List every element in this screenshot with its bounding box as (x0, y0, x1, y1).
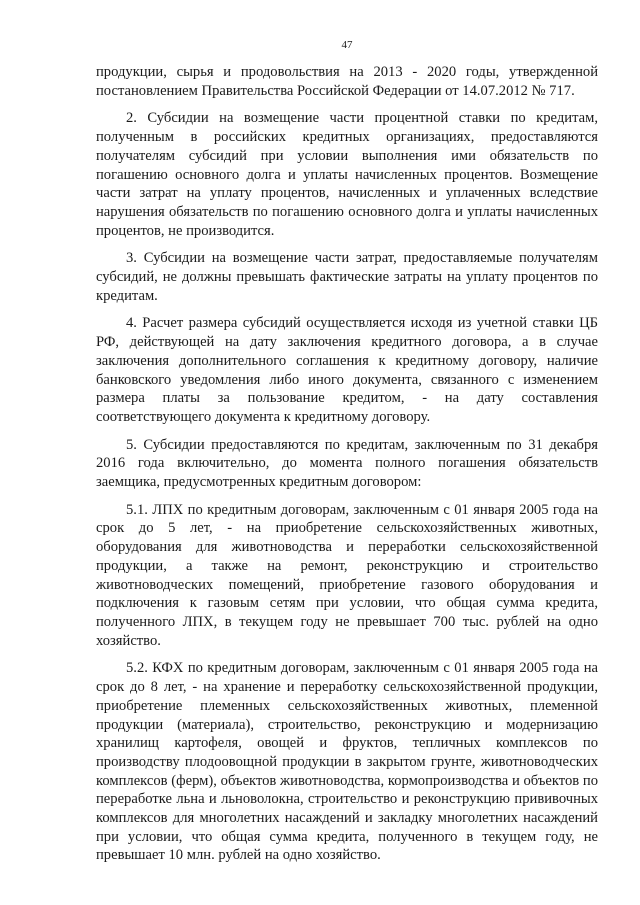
paragraph-continuation: продукции, сырья и продовольствия на 2013 - 2020 годы, утвержденной постановлением Правительства Российской Федерации от 14.07.2012 № 717. (96, 64, 598, 99)
paragraph-4: 4. Расчет размера субсидий осуществляется исходя из учетной ставки ЦБ РФ, действующей на дату заключения кредитного договора, а в случае заключения дополнительного соглашения к кредитному договору, наличие банковского уведомления либо иного документа, связанного с изменением размера платы за пользование кредитом, - на дату составления соответствующего документа к кредитному договору. (96, 315, 598, 425)
document-page (96, 0, 598, 905)
paragraph-3: 3. Субсидии на возмещение части затрат, предоставляемые получателям субсидий, не должны превышать фактические затраты на уплату процентов по кредитам. (96, 250, 598, 304)
paragraph-5-2: 5.2. КФХ по кредитным договорам, заключенным с 01 января 2005 года на срок до 8 лет, - на хранение и переработку сельскохозяйственной продукции, приобретение племенных сельскохозяйственных животных, племенной продукции (материала), строительство, реконструкцию и модернизацию хранилищ картофеля, овощей и фруктов, тепличных комплексов по производству плодоовощной продукции в закрытом грунте, животноводческих комплексов (ферм), объектов животноводства, кормопроизводства и объектов по переработке льна и льноволокна, строительство и реконструкцию прививочных комплексов для многолетних насаждений и закладку многолетних насаждений при условии, что общая сумма кредита, полученного в текущем году, не превышает 10 млн. рублей на одно хозяйство. (96, 660, 598, 864)
paragraph-5-1: 5.1. ЛПХ по кредитным договорам, заключенным с 01 января 2005 года на срок до 5 лет, - на приобретение сельскохозяйственных животных, оборудования для животноводства и переработки сельскохозяйственной продукции, а также на ремонт, реконструкцию и строительство животноводческих помещений, приобретение газового оборудования и подключения к газовым сетям при условии, что общая сумма кредита, полученного ЛПХ, в текущем году не превышает 700 тыс. рублей на одно хозяйство. (96, 501, 598, 649)
paragraph-2: 2. Субсидии на возмещение части процентной ставки по кредитам, полученным в российских кредитных организациях, предоставляются получателям субсидий при условии выполнения ими обязательств по погашению основного долга и уплаты начисленных процентов. Возмещение части затрат на уплату процентов, начисленных и уплаченных вследствие нарушения обязательств по погашению основного долга и уплаты начисленных процентов, не производится. (96, 110, 598, 239)
page-number: 47 (341, 39, 353, 51)
paragraph-5: 5. Субсидии предоставляются по кредитам, заключенным по 31 декабря 2016 года включительно, до момента полного погашения обязательств заемщика, предусмотренных кредитным договором: (96, 436, 598, 491)
document-body (96, 63, 598, 874)
